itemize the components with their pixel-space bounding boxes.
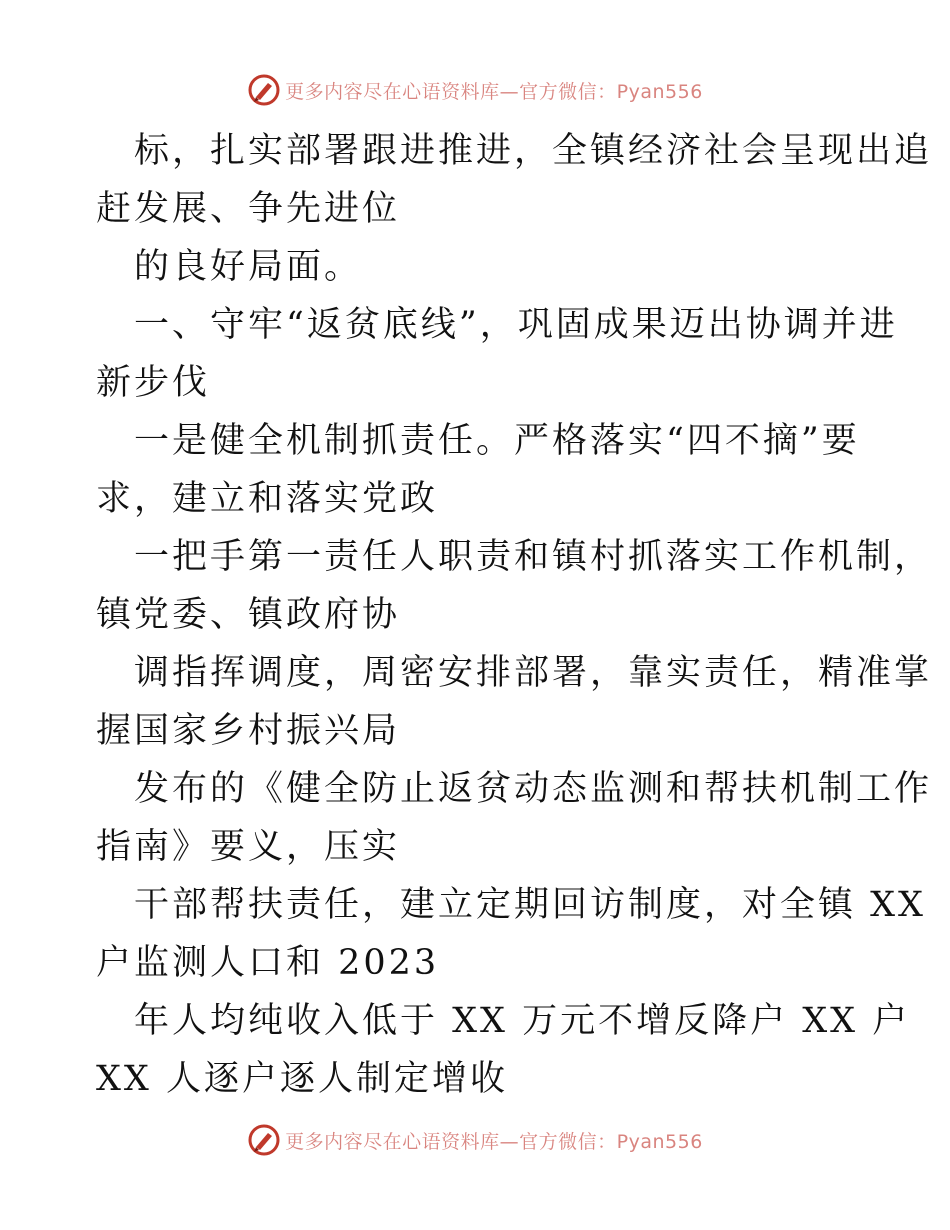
text-line: 一、守牢“返贫底线”，巩固成果迈出协调并进 [134,305,898,345]
text-line: 赶发展、争先进位 [96,189,401,229]
pen-logo-icon [247,1123,281,1157]
footer-watermark [0,1120,950,1160]
text-line: 一是健全机制抓责任。严格落实“四不摘”要 [134,421,860,461]
text-line: 一把手第一责任人职责和镇村抓落实工作机制， [134,537,933,577]
watermark-text: 更多内容尽在心语资料库—官方微信：Pyan556 [285,1130,703,1153]
text-line: 调指挥调度，周密安排部署，靠实责任，精准掌 [134,653,933,693]
header-watermark [0,70,950,110]
watermark-text: 更多内容尽在心语资料库—官方微信：Pyan556 [285,80,703,103]
text-line: 户监测人口和 2023 [96,943,440,983]
text-line: 新步伐 [96,363,211,403]
text-line: 求，建立和落实党政 [96,479,439,519]
document-body [96,122,933,1108]
text-line: 握国家乡村振兴局 [96,711,401,751]
text-line: 镇党委、镇政府协 [96,595,401,635]
pen-logo-icon [247,73,281,107]
text-line: 标，扎实部署跟进推进，全镇经济社会呈现出追 [134,131,933,171]
text-line: XX 人逐户逐人制定增收 [96,1059,508,1099]
text-line: 干部帮扶责任，建立定期回访制度，对全镇 XX [134,885,926,925]
text-line: 指南》要义，压实 [96,827,401,867]
text-line: 的良好局面。 [134,247,363,287]
text-line: 年人均纯收入低于 XX 万元不增反降户 XX 户 [134,1001,911,1041]
text-line: 发布的《健全防止返贫动态监测和帮扶机制工作 [134,769,933,809]
